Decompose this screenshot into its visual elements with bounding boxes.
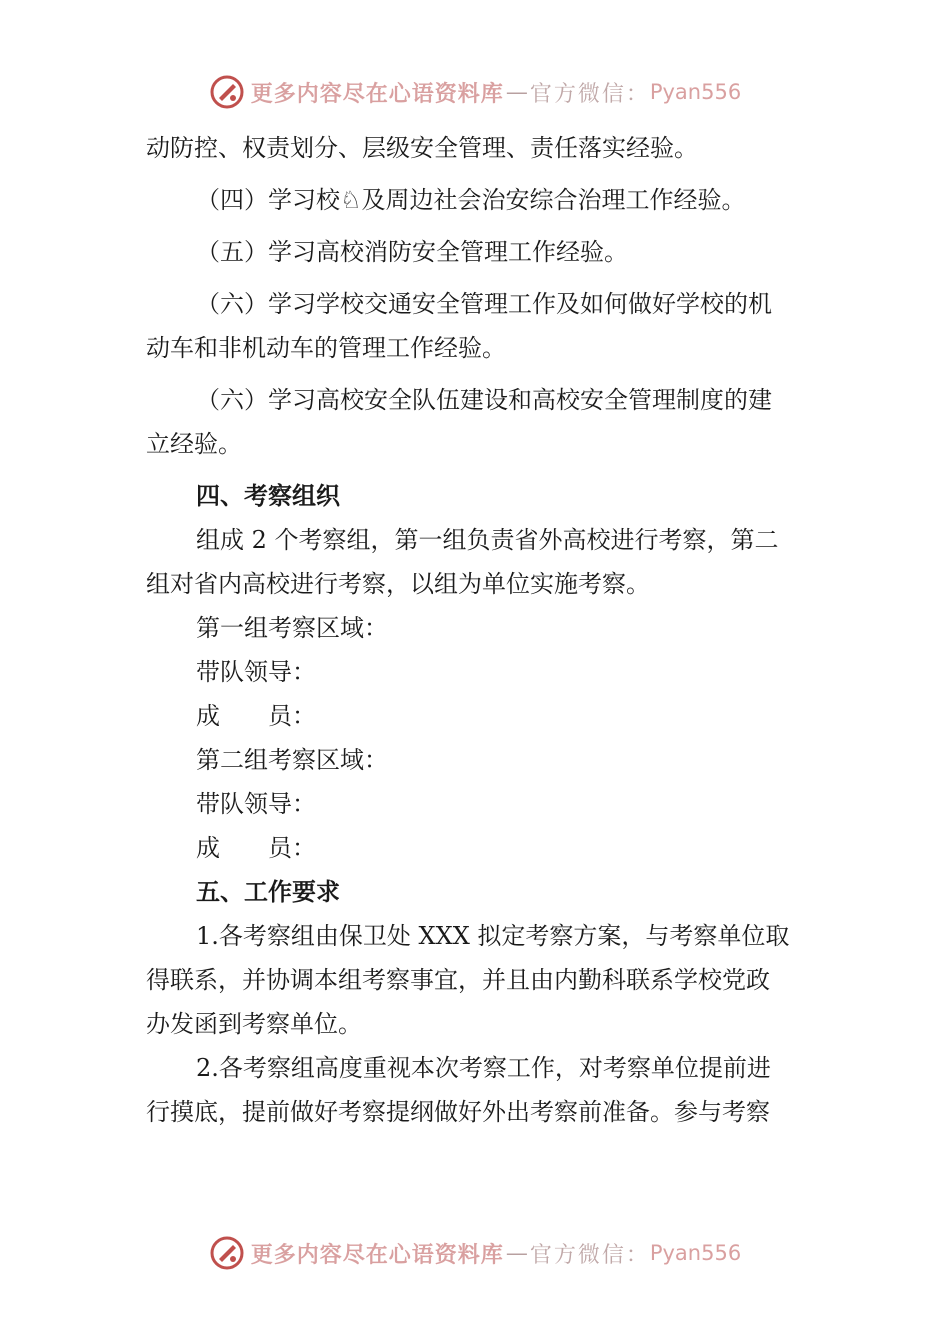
paragraph-line: 动车和非机动车的管理工作经验。 <box>146 334 506 362</box>
banner-separator: — <box>505 1240 528 1266</box>
footer-banner <box>0 1233 950 1273</box>
group-members-label: 成 员： <box>196 834 316 862</box>
banner-title: 更多内容尽在心语资料库 <box>250 1241 504 1268</box>
paragraph-line: （六）学习学校交通安全管理工作及如何做好学校的机 <box>196 290 772 318</box>
section-heading: 五、工作要求 <box>196 878 340 906</box>
paragraph-line: 组成 2 个考察组，第一组负责省外高校进行考察，第二 <box>196 526 779 554</box>
document-body <box>146 126 810 1134</box>
banner-wechat-label: 官方微信： <box>529 1242 650 1268</box>
header-banner <box>0 72 950 112</box>
paragraph-line: 2.各考察组高度重视本次考察工作，对考察单位提前进 <box>196 1054 771 1082</box>
group-area-label: 第一组考察区域： <box>196 614 388 642</box>
paragraph-line: （四）学习校♘及周边社会治安综合治理工作经验。 <box>196 186 746 214</box>
group-leader-label: 带队领导： <box>196 658 316 686</box>
paragraph-line: （五）学习高校消防安全管理工作经验。 <box>196 238 628 266</box>
banner-wechat-id: Pyan556 <box>649 1241 742 1265</box>
paragraph-line: 1.各考察组由保卫处 XXX 拟定考察方案，与考察单位取 <box>196 922 790 950</box>
paragraph-line: （六）学习高校安全队伍建设和高校安全管理制度的建 <box>196 386 772 414</box>
paragraph-line: 行摸底，提前做好考察提纲做好外出考察前准备。参与考察 <box>146 1098 770 1126</box>
paragraph-line: 组对省内高校进行考察，以组为单位实施考察。 <box>146 570 650 598</box>
group-members-label: 成 员： <box>196 702 316 730</box>
banner-wechat-id: Pyan556 <box>649 80 742 104</box>
logo-icon <box>209 1235 245 1271</box>
paragraph-line: 动防控、权责划分、层级安全管理、责任落实经验。 <box>146 134 698 162</box>
banner-separator: — <box>505 79 528 105</box>
paragraph-line: 立经验。 <box>146 430 242 458</box>
logo-icon <box>209 74 245 110</box>
paragraph-line: 办发函到考察单位。 <box>146 1010 362 1038</box>
section-heading: 四、考察组织 <box>196 482 340 510</box>
paragraph-line: 得联系，并协调本组考察事宜，并且由内勤科联系学校党政 <box>146 966 770 994</box>
banner-title: 更多内容尽在心语资料库 <box>250 80 504 107</box>
group-area-label: 第二组考察区域： <box>196 746 388 774</box>
group-leader-label: 带队领导： <box>196 790 316 818</box>
banner-wechat-label: 官方微信： <box>529 81 650 107</box>
